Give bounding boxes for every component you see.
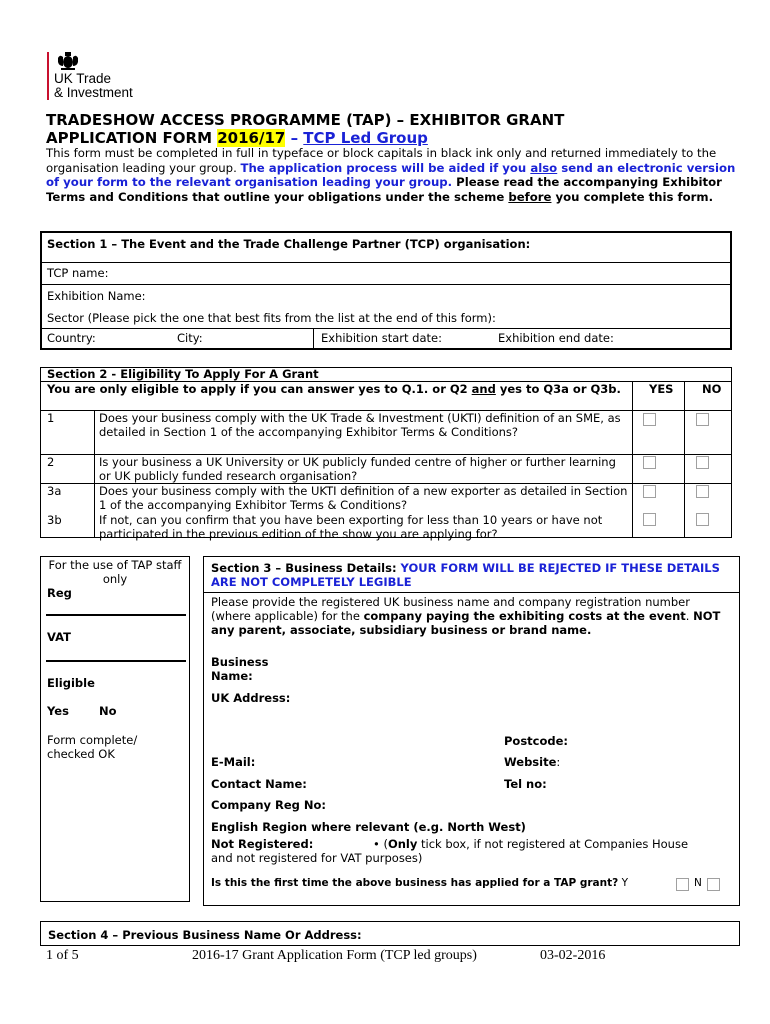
staff-use-panel bbox=[40, 556, 190, 902]
section-2-header: Section 2 - Eligibility To Apply For A Grant bbox=[47, 367, 319, 381]
row-3b-yes-checkbox[interactable] bbox=[643, 513, 656, 526]
logo-line-1: UK Trade bbox=[54, 71, 112, 86]
form-title bbox=[46, 111, 736, 147]
no-column-header: NO bbox=[702, 382, 722, 396]
exhibition-start-date-label: Exhibition start date: bbox=[321, 331, 442, 345]
staff-eligible-label: Eligible bbox=[47, 676, 95, 690]
staff-reg-label: Reg bbox=[47, 586, 72, 600]
title-tcp-led-group: TCP Led Group bbox=[303, 129, 428, 147]
gov-crest-icon bbox=[55, 50, 81, 72]
first-time-yes-checkbox[interactable] bbox=[676, 878, 689, 891]
eligibility-instruction-and: and bbox=[471, 382, 496, 396]
intro-bold-1: Please read the accompanying Exhibitor Terms and Conditions that outline your obligations under the scheme bbox=[46, 175, 722, 204]
staff-vat-label: VAT bbox=[47, 630, 71, 644]
business-name-label-1: Business bbox=[211, 655, 269, 669]
row-3a-yes-checkbox[interactable] bbox=[643, 485, 656, 498]
contact-name-label[interactable]: Contact Name: bbox=[211, 777, 307, 791]
s2-vline bbox=[684, 381, 685, 538]
title-prefix: APPLICATION FORM bbox=[46, 129, 218, 147]
s3-desc-plain: Please provide the registered UK business name and company registration number (where applicable) for the bbox=[211, 595, 690, 623]
country-label: Country: bbox=[47, 331, 96, 345]
s2-vline bbox=[632, 381, 633, 538]
s3-desc-bold: company paying the exhibiting costs at the event bbox=[363, 609, 686, 623]
footer-document-title: 2016-17 Grant Application Form (TCP led groups) bbox=[192, 948, 477, 963]
not-registered-label: Not Registered: bbox=[211, 837, 314, 851]
first-time-no-checkbox[interactable] bbox=[707, 878, 720, 891]
s3-desc-mid: . bbox=[685, 609, 694, 623]
row-3a-no-checkbox[interactable] bbox=[696, 485, 709, 498]
not-registered-text-2: and not registered for VAT purposes) bbox=[211, 851, 423, 865]
eligibility-instruction-prefix: You are only eligible to apply if you can answer yes to Q.1. or Q2 bbox=[47, 382, 472, 396]
first-time-n-label: N bbox=[694, 877, 702, 889]
website-label-colon: : bbox=[556, 755, 561, 769]
row-3b-question: If not, can you confirm that you have been exporting for less than 10 years or have not participated in the previous edition of the show you are applying for? bbox=[99, 513, 603, 541]
location-dates-row bbox=[42, 329, 730, 350]
ukti-logo bbox=[54, 72, 133, 100]
section-3-instructions bbox=[211, 595, 733, 637]
section-3-header bbox=[211, 561, 731, 589]
staff-form-complete-label: Form complete/ checked OK bbox=[47, 733, 138, 761]
row-2-num: 2 bbox=[47, 455, 55, 469]
tcp-name-field[interactable] bbox=[42, 263, 730, 285]
city-label: City: bbox=[177, 331, 203, 345]
eligibility-instruction-suffix: yes to Q3a or Q3b. bbox=[495, 382, 621, 396]
row-1-num: 1 bbox=[47, 411, 55, 425]
first-time-y-label: Y bbox=[621, 877, 628, 889]
section-4-previous-business bbox=[40, 921, 740, 946]
section-3-business-details bbox=[203, 556, 740, 906]
row-1-no-checkbox[interactable] bbox=[696, 413, 709, 426]
sector-field[interactable] bbox=[42, 307, 730, 329]
uk-address-label[interactable]: UK Address: bbox=[211, 691, 291, 705]
staff-no-label: No bbox=[99, 704, 117, 718]
english-region-label[interactable]: English Region where relevant (e.g. North West) bbox=[211, 820, 526, 834]
eligibility-instruction bbox=[47, 382, 627, 396]
exhibition-end-date-label: Exhibition end date: bbox=[498, 331, 614, 345]
section-2-eligibility bbox=[40, 367, 732, 541]
not-registered-note bbox=[373, 837, 688, 851]
exhibition-name-field[interactable] bbox=[42, 285, 730, 307]
title-year: 2016/17 bbox=[217, 129, 286, 147]
intro-plain: This form must be completed in full in typeface or block capitals in black ink only and returned immediately to the organisation leading your group. bbox=[46, 146, 717, 175]
intro-blue-1: The application process will be aided if you bbox=[240, 160, 531, 175]
exhibition-name-label: Exhibition Name: bbox=[47, 289, 146, 303]
not-registered-text-1: tick box, if not registered at Companies House bbox=[417, 837, 689, 851]
first-time-row bbox=[211, 877, 628, 889]
s2-vline bbox=[94, 410, 95, 538]
staff-separator bbox=[46, 660, 186, 662]
row-3b-num: 3b bbox=[47, 513, 62, 527]
row-1-yes-checkbox[interactable] bbox=[643, 413, 656, 426]
website-label-text: Website bbox=[504, 755, 557, 769]
section-1-divider bbox=[313, 329, 314, 350]
staff-separator bbox=[46, 614, 186, 616]
row-1-question: Does your business comply with the UK Trade & Investment (UKTI) definition of an SME, as detailed in Section 1 of the accompanying Exhibitor Terms & Conditions? bbox=[99, 411, 621, 439]
sector-label: Sector (Please pick the one that best fits from the list at the end of this form): bbox=[47, 311, 496, 325]
title-dash: – bbox=[285, 129, 304, 147]
row-3a-num: 3a bbox=[47, 484, 62, 498]
company-reg-label[interactable]: Company Reg No: bbox=[211, 798, 327, 812]
staff-use-heading: For the use of TAP staff only bbox=[48, 558, 182, 586]
intro-blue-2: send an electronic version of your form to the relevant organisation leading your group. bbox=[46, 160, 736, 189]
staff-yes-label: Yes bbox=[47, 704, 69, 718]
intro-blue-also: also bbox=[530, 160, 558, 175]
website-label[interactable] bbox=[504, 755, 560, 769]
first-time-question: Is this the first time the above business has applied for a TAP grant? bbox=[211, 877, 619, 889]
not-registered-row bbox=[211, 837, 736, 865]
logo-line-2: & Investment bbox=[54, 85, 133, 100]
footer-date: 03-02-2016 bbox=[540, 948, 606, 963]
intro-bold-before: before bbox=[508, 189, 552, 204]
s3-line bbox=[204, 592, 739, 593]
section-1-event-tcp bbox=[40, 231, 732, 350]
title-line-2 bbox=[46, 129, 736, 147]
row-2-no-checkbox[interactable] bbox=[696, 456, 709, 469]
intro-paragraph bbox=[46, 146, 736, 204]
section-3-header-text: Section 3 – Business Details: bbox=[211, 561, 401, 575]
row-3a-question: Does your business comply with the UKTI definition of a new exporter as detailed in Section 1 of the accompanying Exhibitor Terms & Conditions? bbox=[99, 484, 628, 512]
title-line-1: TRADESHOW ACCESS PROGRAMME (TAP) – EXHIBITOR GRANT bbox=[46, 111, 565, 129]
section-3-warning: YOUR FORM WILL BE REJECTED IF THESE DETAILS ARE NOT COMPLETELY LEGIBLE bbox=[211, 561, 720, 589]
logo-accent-bar bbox=[47, 52, 49, 100]
section-4-header: Section 4 – Previous Business Name Or Address: bbox=[48, 928, 362, 942]
row-2-question: Is your business a UK University or UK publicly funded centre of higher or further learning or UK publicly funded research organisation? bbox=[99, 455, 616, 483]
not-registered-bullet: • ( bbox=[373, 837, 388, 851]
section-1-header: Section 1 – The Event and the Trade Challenge Partner (TCP) organisation: bbox=[42, 233, 730, 263]
tcp-name-label: TCP name: bbox=[47, 266, 109, 280]
business-name-label-2: Name: bbox=[211, 669, 253, 683]
tel-no-label[interactable]: Tel no: bbox=[504, 777, 547, 791]
s3-desc-bold-2: NOT any parent, associate, subsidiary business or brand name. bbox=[211, 609, 721, 637]
business-name-label[interactable] bbox=[211, 655, 268, 683]
yes-column-header: YES bbox=[649, 382, 674, 396]
email-label[interactable]: E-Mail: bbox=[211, 755, 256, 769]
row-2-yes-checkbox[interactable] bbox=[643, 456, 656, 469]
postcode-label[interactable]: Postcode: bbox=[504, 734, 569, 748]
not-registered-only: Only bbox=[387, 837, 418, 851]
intro-bold-2: you complete this form. bbox=[551, 189, 714, 204]
row-3b-no-checkbox[interactable] bbox=[696, 513, 709, 526]
footer-page-number: 1 of 5 bbox=[46, 948, 79, 963]
